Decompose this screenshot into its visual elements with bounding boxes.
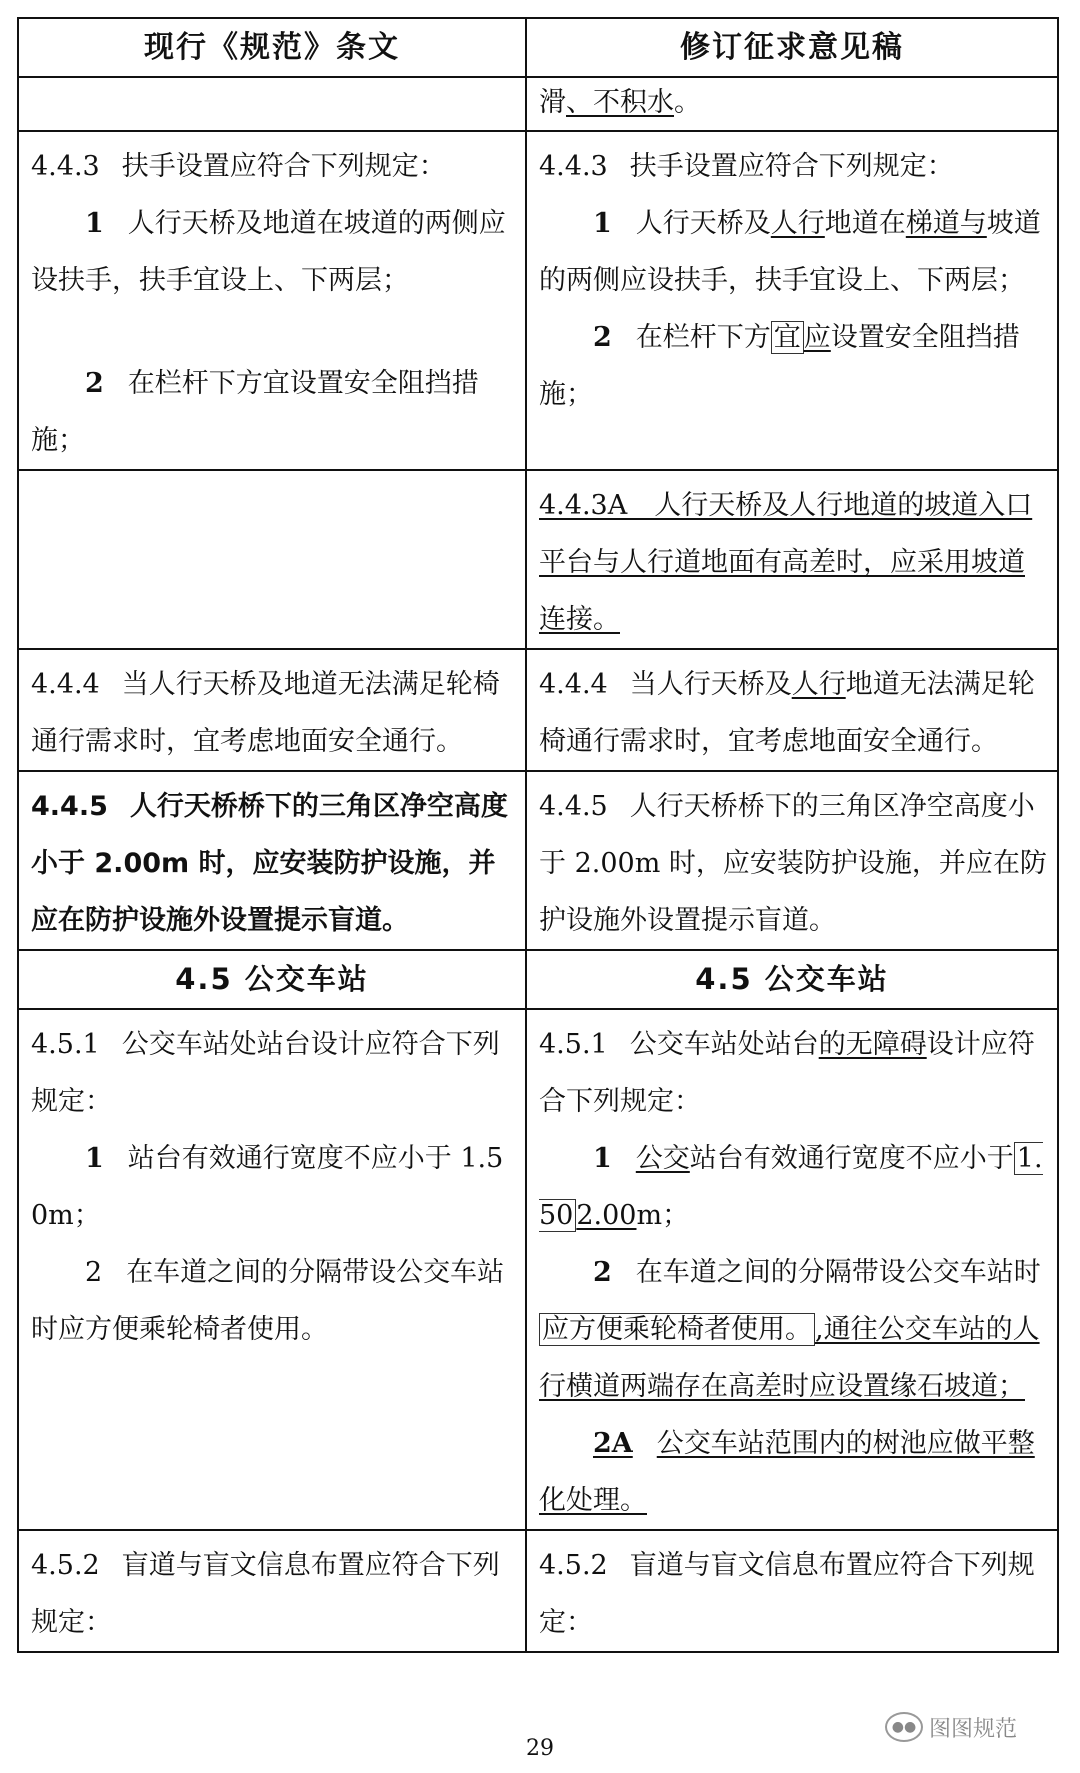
cell-left-4-4-5: 4.4.5 人行天桥桥下的三角区净空高度小于 2.00m 时，应安装防护设施，并应在防护设施外设置提示盲道。 xyxy=(18,771,526,950)
cell-empty xyxy=(18,77,526,131)
cell-right-4-5-1: 4.5.1 公交车站处站台的无障碍设计应符合下列规定： 1 公交站台有效通行宽度不应小于 1.50 2.00m； 2 在车道之间的分隔带设公交车站时应方便乘轮椅者使用。 ,通往公交车站的人行横道两端存在高差时应设置缘石坡道； 2A 公交车站范围内的树池应做平整化处理。 xyxy=(526,1009,1058,1530)
deleted-text: 宜 xyxy=(771,321,804,354)
section-row xyxy=(18,950,1058,1009)
table-row xyxy=(18,131,1058,470)
table-row xyxy=(18,77,1058,131)
table-row xyxy=(18,649,1058,771)
header-current-clause: 现行《规范》条文 xyxy=(18,18,526,77)
table-row xyxy=(18,771,1058,950)
header-revision-draft: 修订征求意见稿 xyxy=(526,18,1058,77)
page-number: 29 xyxy=(526,1736,554,1761)
cell-right-4-5-2: 4.5.2 盲道与盲文信息布置应符合下列规定： xyxy=(526,1530,1058,1652)
cell-left-4-5-1: 4.5.1 公交车站处站台设计应符合下列规定： 1 站台有效通行宽度不应小于 1.50m； 2 在车道之间的分隔带设公交车站时应方便乘轮椅者使用。 xyxy=(18,1009,526,1530)
comparison-table xyxy=(17,17,1059,1653)
table-header-row xyxy=(18,18,1058,77)
cell-left-4-4-4: 4.4.4 当人行天桥及地道无法满足轮椅通行需求时，宜考虑地面安全通行。 xyxy=(18,649,526,771)
wechat-icon: ●● xyxy=(885,1712,923,1742)
cell-left-4-5-2: 4.5.2 盲道与盲文信息布置应符合下列规定： xyxy=(18,1530,526,1652)
deleted-text: 应方便乘轮椅者使用。 xyxy=(539,1313,815,1346)
section-title-right: 4.5 公交车站 xyxy=(526,950,1058,1009)
table-row xyxy=(18,470,1058,649)
cell-right-4-4-5: 4.4.5 人行天桥桥下的三角区净空高度小于 2.00m 时，应安装防护设施，并应在防护设施外设置提示盲道。 xyxy=(526,771,1058,950)
cell-right-4-4-3A: 4.4.3A 人行天桥及人行地道的坡道入口平台与人行道地面有高差时，应采用坡道连接。 xyxy=(526,470,1058,649)
watermark-text: 图图规范 xyxy=(929,1716,1018,1742)
table-row xyxy=(18,1530,1058,1652)
deleted-text: 1.50 xyxy=(539,1143,1043,1231)
cell-right-4-4-3: 4.4.3 扶手设置应符合下列规定： 1 人行天桥及人行地道在梯道与坡道的两侧应设扶手，扶手宜设上、下两层； 2 在栏杆下方 宜 应设置安全阻挡措施； xyxy=(526,131,1058,470)
cell-left-4-4-3: 4.4.3 扶手设置应符合下列规定： 1 人行天桥及地道在坡道的两侧应设扶手，扶手宜设上、下两层； 2 在栏杆下方宜设置安全阻挡措施； xyxy=(18,131,526,470)
cell-empty xyxy=(18,470,526,649)
table-row xyxy=(18,1009,1058,1530)
cell-right-4-4-4: 4.4.4 当人行天桥及人行地道无法满足轮椅通行需求时，宜考虑地面安全通行。 xyxy=(526,649,1058,771)
section-title-left: 4.5 公交车站 xyxy=(18,950,526,1009)
cell-right: 滑、不积水。 xyxy=(526,77,1058,131)
